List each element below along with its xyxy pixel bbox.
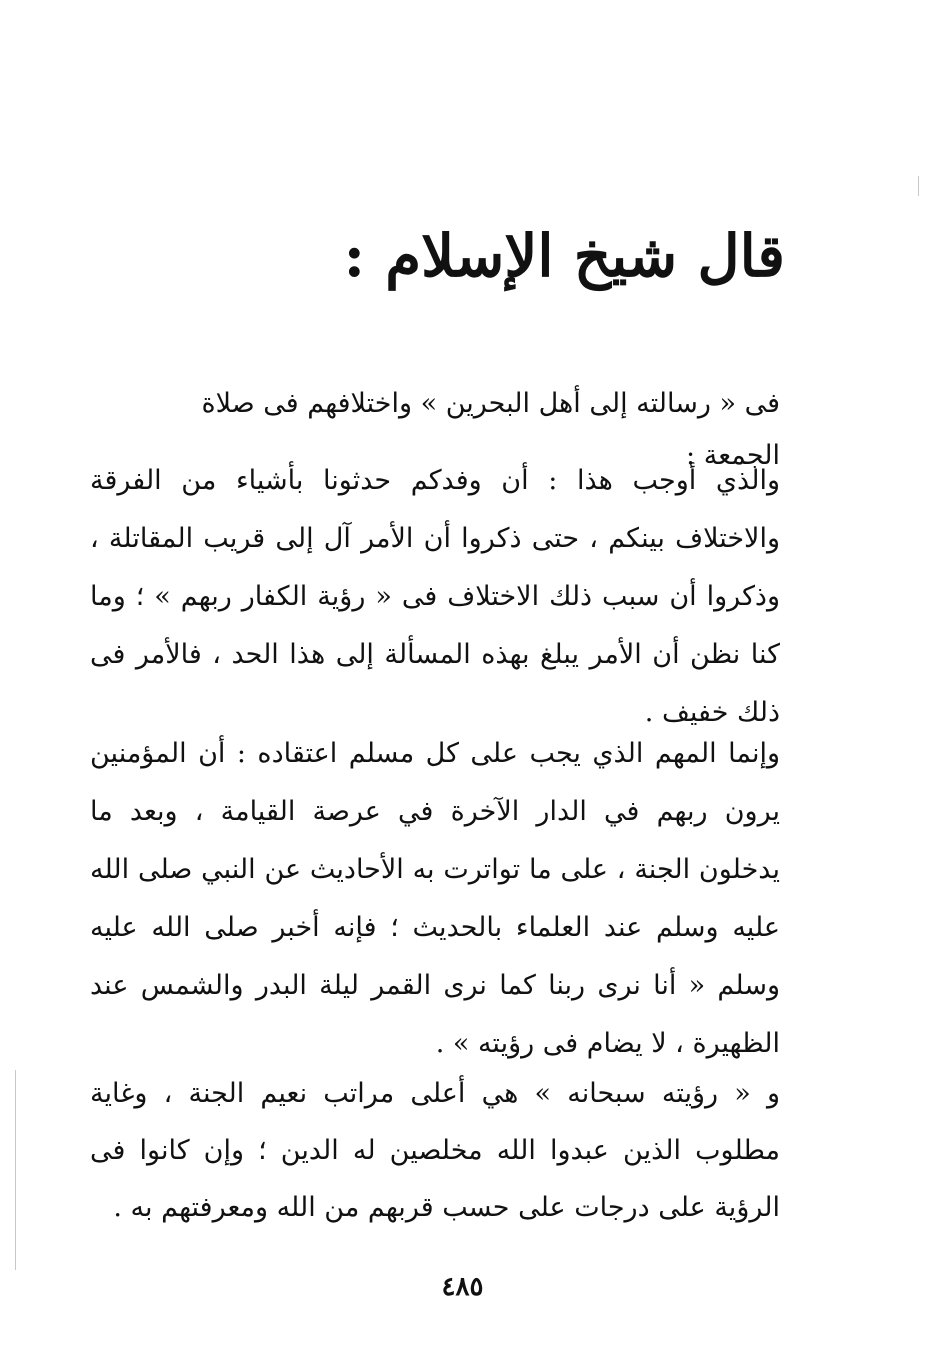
page-number: ٤٨٥ (441, 1272, 484, 1302)
paragraph-1: والذي أوجب هذا : أن وفدكم حدثونا بأشياء من الفرقة والاختلاف بينكم ، حتى ذكروا أن الأمر آل إلى قريب المقاتلة ، وذكروا أن سبب ذلك الاختلاف فى « رؤية الكفار ربهم » ؛ وما كنا نظن أن الأمر يبلغ بهذه المسألة إلى هذا الحد ، فالأمر فى ذلك خفيف . (90, 465, 780, 728)
intro-line: فى « رسالته إلى أهل البحرين » واختلافهم فى صلاة الجمعة : (201, 388, 780, 471)
paragraph-2: وإنما المهم الذي يجب على كل مسلم اعتقاده : أن المؤمنين يرون ربهم في الدار الآخرة في عرصة القيامة ، وبعد ما يدخلون الجنة ، على ما تواترت به الأحاديث عن النبي صلى الله عليه وسلم عند العلماء بالحديث ؛ فإنه أخبر صلى الله عليه وسلم « أنا نرى ربنا كما نرى القمر ليلة البدر والشمس عند الظهيرة ، لا يضام فى رؤيته » . (90, 738, 780, 1059)
scan-edge-line (918, 176, 919, 196)
page-heading: قال شيخ الإسلام : (343, 222, 785, 290)
paragraph-3: و « رؤيته سبحانه » هي أعلى مراتب نعيم الجنة ، وغاية مطلوب الذين عبدوا الله مخلصين له الدين ؛ وإن كانوا فى الرؤية على درجات على حسب قربهم من الله ومعرفتهم به . (90, 1078, 780, 1223)
scan-edge-line (15, 1070, 16, 1270)
